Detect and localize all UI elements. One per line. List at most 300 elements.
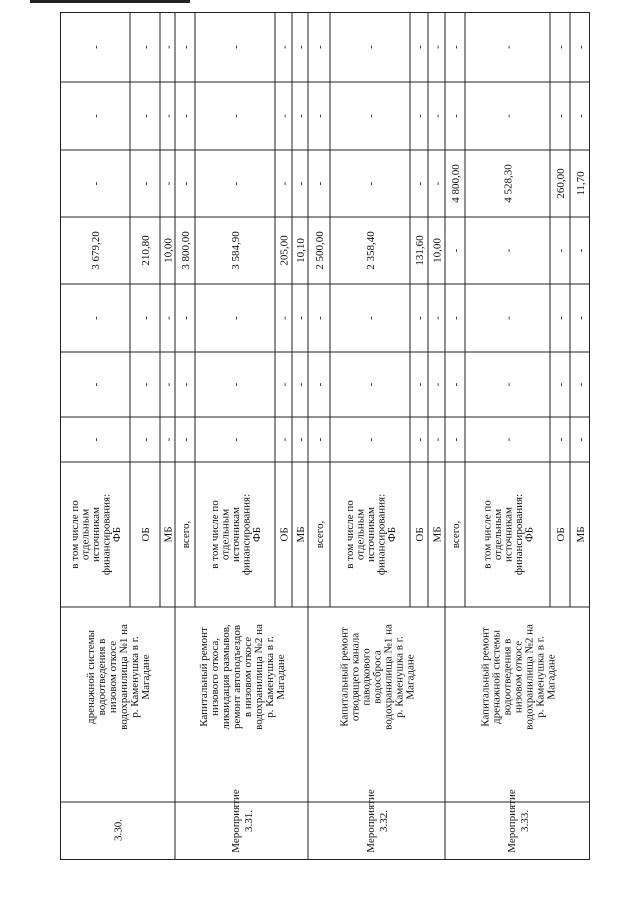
cell-c4	[314, 231, 326, 270]
cell-c6-text	[503, 114, 515, 118]
cell-c7-line: -	[314, 45, 326, 49]
cell-c1-line: -	[162, 437, 175, 442]
cell-c2-line: -	[314, 382, 326, 387]
cell-c7-line: -	[365, 45, 377, 49]
cell-c6-text	[432, 114, 444, 118]
cell-c4-text	[279, 235, 291, 266]
cell-c3	[450, 316, 462, 320]
row-description-line: в низовом откосе	[242, 636, 254, 718]
row-description-line: Магадане	[545, 654, 558, 700]
cell-c2	[503, 382, 515, 386]
cell-c5-line: -	[90, 181, 102, 186]
cell-c1-text	[450, 437, 462, 441]
row-description-line: ремонт автоподъездов	[231, 624, 243, 730]
cell-c6	[163, 114, 175, 118]
cell-c3	[365, 316, 377, 320]
subrow-label	[575, 526, 587, 542]
cell-c7-line: -	[502, 45, 515, 49]
cell-c2-line: -	[365, 382, 377, 387]
row-number-line: Мероприятие	[365, 789, 377, 853]
subrow-label-text	[314, 520, 326, 548]
cell-c5	[140, 181, 152, 185]
cell-c1-line: -	[555, 437, 567, 442]
cell-c6-line: -	[162, 114, 175, 118]
row-number	[506, 789, 531, 853]
row-description-line: Магадане	[140, 654, 152, 700]
cell-c1-line: -	[295, 437, 307, 442]
subrow-label-line: отдельным	[354, 508, 367, 561]
cell-c2-line: -	[555, 382, 567, 387]
row-description-text	[480, 624, 558, 730]
cell-c4-text	[555, 248, 567, 252]
subrow-label	[279, 527, 291, 541]
cell-c2-line: -	[450, 382, 462, 387]
cell-c5-text	[365, 181, 377, 185]
cell-c6-line: -	[431, 114, 444, 118]
cell-c3	[314, 316, 326, 320]
row-description-line: низовом откосе	[107, 640, 119, 714]
cell-c4-text	[365, 231, 377, 270]
subrow-label-text	[450, 520, 462, 548]
cell-c3-line: -	[450, 316, 462, 320]
cell-c2-text	[90, 382, 102, 386]
cell-c3-line: -	[365, 316, 377, 320]
cell-c7-line: -	[230, 45, 242, 49]
cell-c2	[575, 382, 587, 386]
cell-c5	[365, 181, 377, 185]
cell-c3-line: -	[140, 316, 152, 320]
cell-c4-text	[503, 248, 515, 252]
cell-c7	[555, 45, 567, 49]
cell-c3	[295, 316, 307, 320]
cell-c3-text	[230, 316, 242, 320]
cell-c2-text	[365, 382, 377, 386]
cell-c4-text	[314, 231, 326, 270]
cell-c3-text	[365, 316, 377, 320]
cell-c1-line: -	[180, 437, 192, 442]
rotated-table-page	[60, 12, 590, 860]
cell-c3-text	[90, 316, 102, 320]
cell-c3-text	[503, 316, 515, 320]
cell-c4	[503, 248, 515, 252]
cell-c6-text	[180, 114, 192, 118]
cell-c1	[279, 437, 291, 441]
cell-c3-line: -	[314, 316, 326, 320]
subrow-label-line: МБ	[431, 526, 444, 543]
row-description-line: водосброса	[371, 650, 384, 704]
row-number-line: 3.31.	[243, 810, 255, 832]
cell-c1-text	[314, 437, 326, 441]
cell-c4-line: 3 800,00	[180, 231, 192, 270]
row-number-text	[230, 789, 255, 853]
cell-c4-text	[90, 231, 102, 270]
cell-c6	[314, 114, 326, 118]
subrow-label-line: финансирования:	[375, 493, 388, 576]
cell-c6	[295, 114, 307, 118]
cell-c1-text	[295, 437, 307, 441]
cell-c6	[503, 114, 515, 118]
cell-c7	[365, 45, 377, 49]
cell-c5-line: -	[140, 181, 152, 186]
cell-c5	[414, 181, 426, 185]
cell-c1-text	[555, 437, 567, 441]
subrow-label-line: источникам	[90, 507, 102, 562]
cell-c3-text	[575, 316, 587, 320]
cell-c7	[432, 45, 444, 49]
row-description-line: р. Каменушка в г.	[129, 636, 141, 718]
subrow-label-line: всего,	[180, 520, 192, 549]
cell-c7-text	[180, 45, 192, 49]
cell-c3-line: -	[230, 316, 242, 320]
cell-c1-text	[230, 437, 242, 441]
cell-c6-text	[575, 114, 587, 118]
row-description-line: водоотведения в	[96, 638, 108, 716]
cell-c5	[279, 181, 291, 185]
cell-c4-line: 10,10	[295, 238, 307, 263]
cell-c5	[555, 168, 567, 199]
subrow-label-text	[432, 526, 444, 542]
cell-c7	[414, 45, 426, 49]
cell-c3-text	[295, 316, 307, 320]
cell-c3-line: -	[431, 316, 444, 320]
row-description-line: ликвидация размывов,	[220, 624, 232, 730]
cell-c6-text	[414, 114, 426, 118]
cell-c3	[432, 316, 444, 320]
cell-c3	[180, 316, 192, 320]
cell-c6-text	[230, 114, 242, 118]
subrow-label-text	[140, 527, 152, 541]
cell-c1	[314, 437, 326, 441]
row-description-line: Капитальный ремонт	[198, 627, 210, 727]
cell-c7-text	[140, 45, 152, 49]
cell-c3	[140, 316, 152, 320]
cell-c4	[279, 235, 291, 266]
cell-c4-line: 3 584,90	[230, 231, 242, 270]
cell-c1-line: -	[314, 437, 326, 442]
cell-c6-text	[314, 114, 326, 118]
cell-c4	[90, 231, 102, 270]
cell-c6-line: -	[450, 114, 462, 118]
cell-c7-line: -	[140, 45, 152, 49]
subrow-label-text	[279, 527, 291, 541]
cell-c6	[90, 114, 102, 118]
cell-c1	[365, 437, 377, 441]
cell-c2-text	[279, 382, 291, 386]
cell-c6-line: -	[555, 114, 567, 118]
cell-c2	[450, 382, 462, 386]
cell-c3-line: -	[555, 316, 567, 320]
row-description-line: р. Каменушка в г.	[264, 636, 276, 718]
cell-c7-line: -	[555, 45, 567, 49]
cell-c3	[230, 316, 242, 320]
cell-c5-text	[279, 181, 291, 185]
cell-c7	[230, 45, 242, 49]
cell-c2-line: -	[431, 382, 444, 387]
subrow-label	[482, 494, 536, 575]
row-description-line: водохранилища №2 на	[253, 624, 265, 730]
subrow-label-text	[555, 527, 567, 541]
cell-c1-line: -	[450, 437, 462, 442]
cell-c5-line: -	[278, 181, 291, 186]
cell-c4-text	[230, 231, 242, 270]
cell-c1	[180, 437, 192, 441]
subrow-label-line: отдельным	[492, 508, 504, 561]
cell-c6	[575, 114, 587, 118]
cell-c1	[140, 437, 152, 441]
cell-c4	[365, 231, 377, 270]
row-number-line: 3.33.	[519, 810, 531, 832]
top-rule	[30, 0, 190, 3]
cell-c2	[555, 382, 567, 386]
cell-c2-text	[432, 382, 444, 386]
cell-c3-text	[163, 316, 175, 320]
cell-c1-line: -	[431, 437, 444, 442]
subrow-label-line: источникам	[365, 507, 377, 562]
cell-c2-text	[295, 382, 307, 386]
cell-c7-line: -	[431, 45, 444, 49]
cell-c7	[314, 45, 326, 49]
cell-c1	[230, 437, 242, 441]
subrow-label-text	[575, 526, 587, 542]
cell-c5	[432, 181, 444, 185]
cell-c3-line: -	[180, 316, 192, 320]
cell-c5-line: -	[431, 181, 444, 186]
cell-c6-line: -	[230, 114, 242, 118]
cell-c3-line: -	[414, 316, 426, 320]
cell-c7-line: -	[162, 45, 175, 49]
cell-c2	[432, 382, 444, 386]
cell-c3-line: -	[502, 316, 515, 320]
subrow-label-line: МБ	[295, 526, 307, 543]
cell-c1	[432, 437, 444, 441]
cell-c2-line: -	[180, 382, 192, 387]
row-description-line: р. Каменушка в г.	[393, 636, 406, 718]
subrow-label	[414, 527, 426, 541]
cell-c7	[575, 45, 587, 49]
cell-c7-text	[575, 45, 587, 49]
cell-c5-text	[414, 181, 426, 185]
subrow-label-line: ОБ	[140, 527, 152, 542]
cell-c5	[230, 181, 242, 185]
subrow-label	[180, 520, 192, 548]
cell-c3-text	[180, 316, 192, 320]
cell-c4	[432, 238, 444, 263]
subrow-label-line: в том числе по	[209, 500, 221, 569]
cell-c6	[555, 114, 567, 118]
cell-c2	[230, 382, 242, 386]
row-description	[339, 624, 417, 730]
cell-c2-text	[314, 382, 326, 386]
cell-c5-line: 11,70	[575, 171, 587, 196]
cell-c4	[180, 231, 192, 270]
cell-c2	[414, 382, 426, 386]
cell-c3-line: -	[295, 316, 307, 320]
cell-c2-text	[180, 382, 192, 386]
cell-c4-line: 205,00	[278, 235, 291, 266]
cell-c2-line: -	[140, 382, 152, 387]
cell-c4-line: -	[502, 248, 515, 253]
row-number	[113, 819, 125, 841]
cell-c4-line: 10,00	[431, 238, 444, 263]
row-description-line: водохранилища №1 на	[382, 624, 395, 730]
subrow-label-text	[344, 494, 398, 575]
row-number-text	[506, 789, 531, 853]
cell-c6	[140, 114, 152, 118]
cell-c5-text	[314, 181, 326, 185]
cell-c1-line: -	[365, 437, 377, 442]
funding-table	[60, 12, 590, 860]
cell-c2	[140, 382, 152, 386]
cell-c6-text	[450, 114, 462, 118]
cell-c4-text	[575, 248, 587, 252]
row-description-line: паводкового	[360, 648, 373, 706]
cell-c5-line: 260,00	[555, 168, 567, 199]
cell-c3-text	[432, 316, 444, 320]
cell-c2-text	[230, 382, 242, 386]
cell-c2	[365, 382, 377, 386]
cell-c2-text	[575, 382, 587, 386]
cell-c1	[90, 437, 102, 441]
cell-c4-text	[295, 238, 307, 263]
cell-c3	[414, 316, 426, 320]
cell-c7	[279, 45, 291, 49]
cell-c1	[295, 437, 307, 441]
subrow-label-line: ОБ	[414, 527, 426, 542]
cell-c6-text	[555, 114, 567, 118]
cell-c2-text	[503, 382, 515, 386]
subrow-label-line: ФБ	[523, 526, 536, 543]
cell-c5-text	[575, 171, 587, 196]
cell-c2-line: -	[502, 382, 515, 387]
cell-c5	[450, 164, 462, 203]
cell-c6	[230, 114, 242, 118]
cell-c6-line: -	[502, 114, 515, 118]
cell-c6-line: -	[278, 114, 291, 118]
row-description	[198, 624, 287, 730]
subrow-label-line: ОБ	[278, 527, 291, 542]
subrow-label-line: МБ	[575, 526, 587, 543]
subrow-label	[432, 526, 444, 542]
cell-c7-text	[432, 45, 444, 49]
cell-c5-line: 4 528,30	[502, 164, 515, 203]
cell-c4-line: 2 358,40	[365, 231, 377, 270]
cell-c6-line: -	[180, 114, 192, 118]
row-description-line: Капитальный ремонт	[338, 627, 351, 727]
cell-c6-line: -	[365, 114, 377, 118]
cell-c7	[450, 45, 462, 49]
cell-c1	[503, 437, 515, 441]
cell-c1-text	[90, 437, 102, 441]
subrow-label-text	[69, 494, 123, 575]
row-number-text	[113, 819, 125, 841]
cell-c1-line: -	[575, 437, 587, 442]
cell-c5	[163, 181, 175, 185]
subrow-label-line: всего,	[450, 520, 462, 549]
cell-c4	[295, 238, 307, 263]
cell-c4-text	[163, 238, 175, 263]
subrow-label	[450, 520, 462, 548]
cell-c7-text	[163, 45, 175, 49]
cell-c6-line: -	[295, 114, 307, 118]
cell-c5-line: -	[162, 181, 175, 186]
cell-c7-text	[230, 45, 242, 49]
cell-c1-line: -	[90, 437, 102, 442]
subrow-label-line: МБ	[162, 526, 175, 543]
cell-c2	[180, 382, 192, 386]
cell-c2-line: -	[414, 382, 426, 387]
cell-c5-line: -	[365, 181, 377, 186]
cell-c6	[450, 114, 462, 118]
subrow-label-text	[163, 526, 175, 542]
cell-c1	[163, 437, 175, 441]
cell-c4	[163, 238, 175, 263]
subrow-label-text	[482, 494, 536, 575]
subrow-label	[314, 520, 326, 548]
cell-c3-line: -	[162, 316, 175, 320]
cell-c5	[90, 181, 102, 185]
cell-c6	[279, 114, 291, 118]
cell-c5	[295, 181, 307, 185]
cell-c7-line: -	[278, 45, 291, 49]
cell-c2-text	[140, 382, 152, 386]
cell-c5-line: -	[180, 181, 192, 186]
cell-c2-text	[555, 382, 567, 386]
cell-c5-line: 4 800,00	[450, 164, 462, 203]
cell-c6-text	[140, 114, 152, 118]
cell-c2-line: -	[295, 382, 307, 387]
cell-c5	[575, 171, 587, 196]
cell-c6	[432, 114, 444, 118]
cell-c1-line: -	[502, 437, 515, 442]
cell-c3-text	[140, 316, 152, 320]
subrow-label-text	[180, 520, 192, 548]
cell-c6	[365, 114, 377, 118]
cell-c5-line: -	[295, 181, 307, 186]
subrow-label-line: финансирования:	[100, 493, 113, 576]
subrow-label-line: ФБ	[386, 526, 398, 543]
cell-c2-line: -	[162, 382, 175, 387]
cell-c3-line: -	[90, 316, 102, 320]
cell-c5-text	[555, 168, 567, 199]
cell-c1	[555, 437, 567, 441]
cell-c1	[450, 437, 462, 441]
cell-c3-text	[555, 316, 567, 320]
cell-c1-line: -	[414, 437, 426, 442]
row-description-line: дренажной системы	[85, 629, 97, 725]
cell-c7-text	[314, 45, 326, 49]
cell-c7-text	[503, 45, 515, 49]
cell-c7	[503, 45, 515, 49]
row-number-line: Мероприятие	[506, 789, 518, 853]
cell-c3-text	[314, 316, 326, 320]
subrow-label-line: в том числе по	[481, 500, 494, 569]
row-description-line: низовом откосе	[512, 640, 525, 714]
cell-c5-text	[432, 181, 444, 185]
cell-c5-line: -	[230, 181, 242, 186]
cell-c1-line: -	[230, 437, 242, 442]
cell-c7-line: -	[180, 45, 192, 49]
cell-c6-line: -	[140, 114, 152, 118]
subrow-label	[209, 494, 263, 575]
cell-c7-text	[90, 45, 102, 49]
cell-c3	[163, 316, 175, 320]
cell-c5-line: -	[414, 181, 426, 186]
cell-c4-line: 210,80	[140, 235, 152, 266]
cell-c1-text	[279, 437, 291, 441]
subrow-label-line: ФБ	[111, 526, 123, 543]
cell-c5-line: -	[314, 181, 326, 186]
cell-c7-text	[279, 45, 291, 49]
